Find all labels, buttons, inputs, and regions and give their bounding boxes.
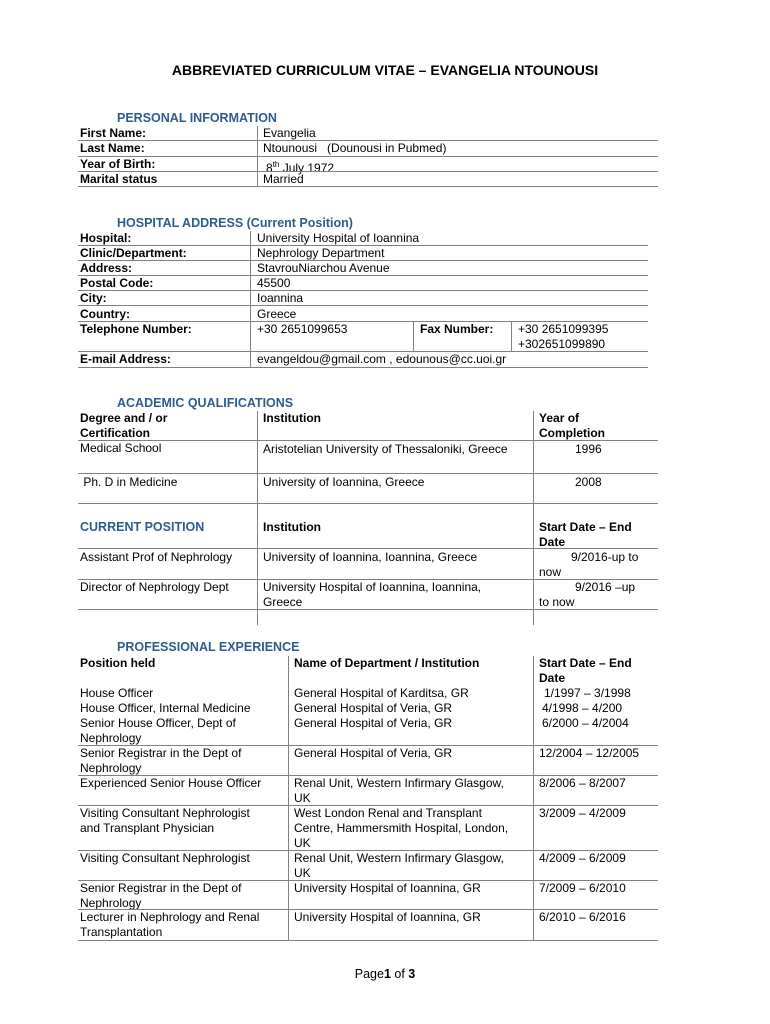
prof-position-1a: House Officer (80, 686, 154, 700)
hospital-heading: HOSPITAL ADDRESS (Current Position) (117, 216, 353, 230)
current-date-1b: now (539, 565, 562, 579)
prof-date-5: 4/2009 – 6/2009 (539, 851, 626, 865)
prof-position-1b: House Officer, Internal Medicine (80, 701, 251, 715)
prof-date-4: 3/2009 – 4/2009 (539, 806, 626, 820)
current-date-2b: to now (539, 595, 575, 609)
country-label: Country: (80, 307, 130, 321)
prof-institution-6: University Hospital of Ioannina, GR (294, 881, 481, 895)
position-held-header: Position held (80, 656, 156, 670)
prof-institution-1a: General Hospital of Karditsa, GR (294, 686, 469, 700)
prof-institution-4c: UK (294, 836, 311, 850)
year-of-birth-value: 8th July 1972 (266, 160, 335, 175)
marital-status-value: Married (263, 172, 304, 186)
hospital-label: Hospital: (80, 231, 132, 245)
prof-institution-5a: Renal Unit, Western Infirmary Glasgow, (294, 851, 504, 865)
prof-position-3: Experienced Senior House Officer (80, 776, 262, 790)
year-of-birth-label: Year of Birth: (80, 157, 156, 171)
academic-year-1: 1996 (575, 442, 602, 456)
prof-institution-1c: General Hospital of Veria, GR (294, 716, 453, 730)
current-position-heading: CURRENT POSITION (80, 520, 205, 534)
current-institution-2b: Greece (263, 595, 303, 609)
fax-value-1: +30 2651099395 (518, 322, 609, 336)
prof-date-7: 6/2010 – 6/2016 (539, 910, 626, 924)
prof-date-header-1: Start Date – End (539, 656, 632, 670)
email-value: evangeldou@gmail.com , edounous@cc.uoi.gr (257, 352, 507, 366)
academic-year-2: 2008 (575, 475, 602, 489)
current-position-2: Director of Nephrology Dept (80, 580, 229, 594)
professional-heading: PROFESSIONAL EXPERIENCE (117, 640, 300, 654)
academic-institution-1: Aristotelian University of Thessaloniki, Greece (263, 442, 508, 456)
city-value: Ioannina (257, 291, 304, 305)
prof-institution-1b: General Hospital of Veria, GR (294, 701, 453, 715)
prof-position-6b: Nephrology (80, 896, 142, 910)
prof-position-6a: Senior Registrar in the Dept of (80, 881, 242, 895)
address-label: Address: (80, 261, 133, 275)
prof-position-7b: Transplantation (80, 925, 163, 939)
institution-header: Institution (263, 411, 321, 425)
prof-position-7a: Lecturer in Nephrology and Renal (80, 910, 260, 924)
current-date-2a: 9/2016 –up (575, 580, 636, 594)
current-institution-2a: University Hospital of Ioannina, Ioannina, (263, 580, 482, 594)
prof-position-2b: Nephrology (80, 761, 142, 775)
prof-institution-3a: Renal Unit, Western Infirmary Glasgow, (294, 776, 504, 790)
country-value: Greece (257, 307, 297, 321)
academic-institution-2: University of Ioannina, Greece (263, 475, 425, 489)
clinic-label: Clinic/Department: (80, 246, 187, 260)
academic-degree-1: Medical School (80, 441, 162, 455)
hospital-value: University Hospital of Ioannina (257, 231, 420, 245)
marital-status-label: Marital status (80, 172, 158, 186)
prof-institution-3b: UK (294, 791, 311, 805)
prof-position-4a: Visiting Consultant Nephrologist (80, 806, 250, 820)
degree-header-2: Certification (80, 426, 151, 440)
academic-degree-2: Ph. D in Medicine (80, 475, 178, 489)
prof-position-1d: Nephrology (80, 731, 142, 745)
prof-date-2: 12/2004 – 12/2005 (539, 746, 640, 760)
prof-date-3: 8/2006 – 8/2007 (539, 776, 626, 790)
city-label: City: (80, 291, 107, 305)
last-name-label: Last Name: (80, 141, 145, 155)
current-date-1a: 9/2016-up to (571, 550, 639, 564)
email-label: E-mail Address: (80, 352, 171, 366)
first-name-label: First Name: (80, 126, 147, 140)
postal-code-label: Postal Code: (80, 276, 154, 290)
prof-date-1a: 1/1997 – 3/1998 (544, 686, 631, 700)
first-name-value: Evangelia (263, 126, 316, 140)
degree-header-1: Degree and / or (80, 411, 168, 425)
prof-date-1b: 4/1998 – 4/200 (542, 701, 623, 715)
current-institution-header: Institution (263, 520, 321, 534)
academic-heading: ACADEMIC QUALIFICATIONS (117, 396, 294, 410)
fax-value-2: +302651099890 (518, 337, 606, 351)
current-date-header-1: Start Date – End (539, 520, 632, 534)
page-title: ABBREVIATED CURRICULUM VITAE – EVANGELIA NTOUNOUSI (171, 62, 599, 78)
year-header-2: Completion (539, 426, 605, 440)
year-header-1: Year of (539, 411, 580, 425)
telephone-label: Telephone Number: (80, 322, 192, 336)
postal-code-value: 45500 (257, 276, 291, 290)
prof-institution-7: University Hospital of Ioannina, GR (294, 910, 481, 924)
current-institution-1: University of Ioannina, Ioannina, Greece (263, 550, 478, 564)
page-footer: Page1 of 3 (354, 967, 416, 981)
prof-position-4b: and Transplant Physician (80, 821, 215, 835)
prof-institution-2: General Hospital of Veria, GR (294, 746, 453, 760)
prof-date-6: 7/2009 – 6/2010 (539, 881, 626, 895)
prof-institution-5b: UK (294, 866, 311, 880)
current-date-header-2: Date (539, 535, 566, 549)
prof-institution-4a: West London Renal and Transplant (294, 806, 482, 820)
prof-date-header-2: Date (539, 671, 566, 685)
prof-institution-4b: Centre, Hammersmith Hospital, London, (294, 821, 509, 835)
current-position-1: Assistant Prof of Nephrology (80, 550, 233, 564)
prof-position-5: Visiting Consultant Nephrologist (80, 851, 250, 865)
fax-label: Fax Number: (420, 322, 494, 336)
department-header: Name of Department / Institution (294, 656, 480, 670)
last-name-value: Ntounousi (Dounousi in Pubmed) (263, 141, 447, 155)
clinic-value: Nephrology Department (257, 246, 385, 260)
prof-date-1c: 6/2000 – 4/2004 (542, 716, 629, 730)
prof-position-2a: Senior Registrar in the Dept of (80, 746, 242, 760)
prof-position-1c: Senior House Officer, Dept of (80, 716, 236, 730)
address-value: StavrouNiarchou Avenue (257, 261, 390, 275)
personal-heading: PERSONAL INFORMATION (117, 111, 277, 125)
telephone-value: +30 2651099653 (257, 322, 348, 336)
